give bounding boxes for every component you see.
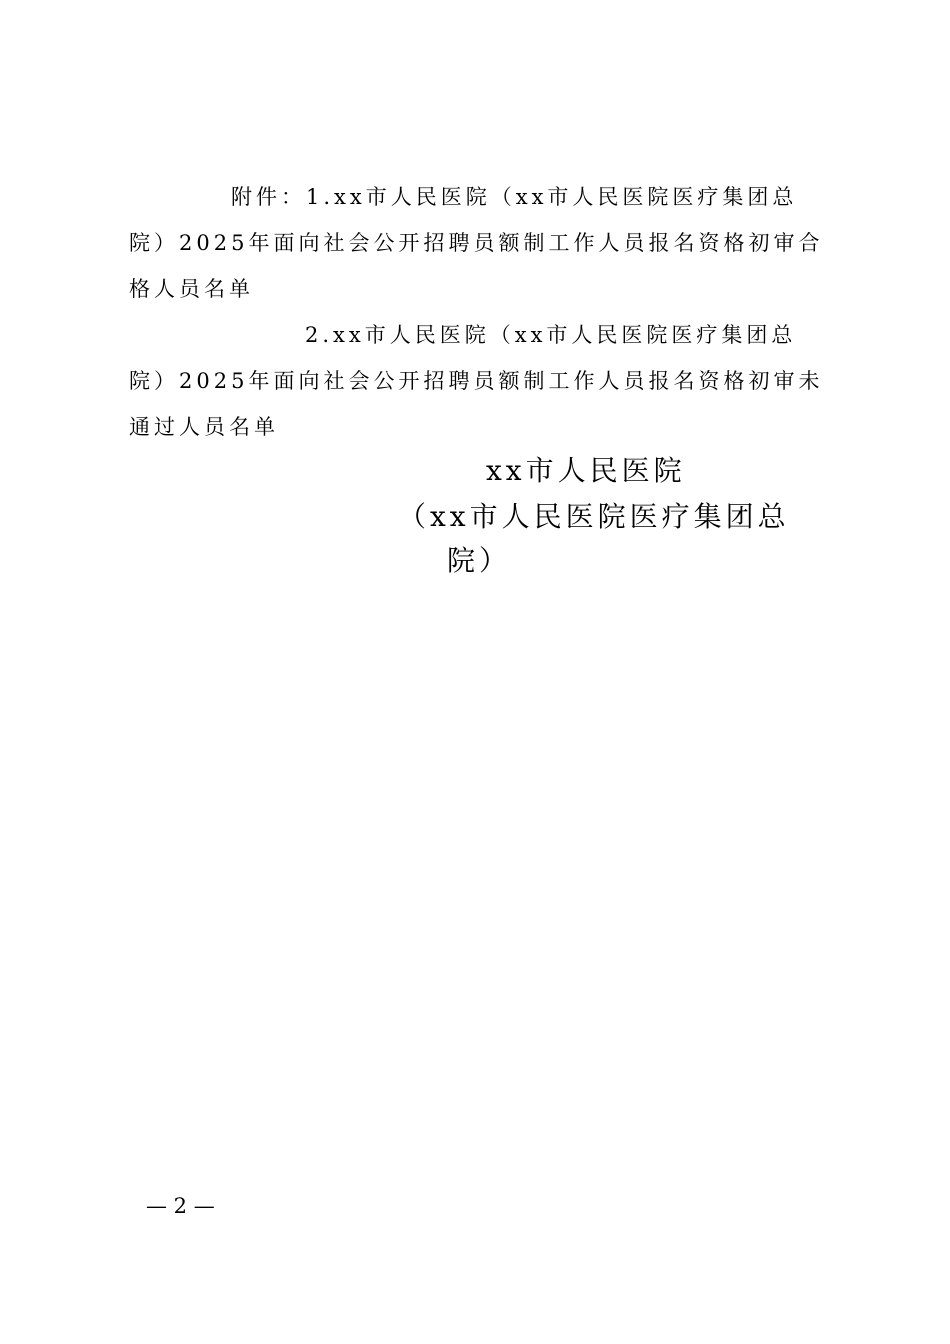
attachment-1-line-2: 院）2025年面向社会公开招聘员额制工作人员报名资格初审合 [129,231,824,255]
attachment-2-line-2: 院）2025年面向社会公开招聘员额制工作人员报名资格初审未 [129,369,824,393]
page-number: — 2 — [146,1194,215,1218]
signature-line-2: （xx市人民医院医疗集团总 [398,500,790,533]
attachment-2-line-3: 通过人员名单 [129,415,279,439]
attachment-1-line-1: 附件：1.xx市人民医院（xx市人民医院医疗集团总 [231,185,798,209]
signature-line-1: xx市人民医院 [486,454,686,487]
signature-line-3: 院） [447,544,512,577]
attachment-1-line-3: 格人员名单 [129,277,254,301]
attachment-2-line-1: 2.xx市人民医院（xx市人民医院医疗集团总 [305,323,797,347]
